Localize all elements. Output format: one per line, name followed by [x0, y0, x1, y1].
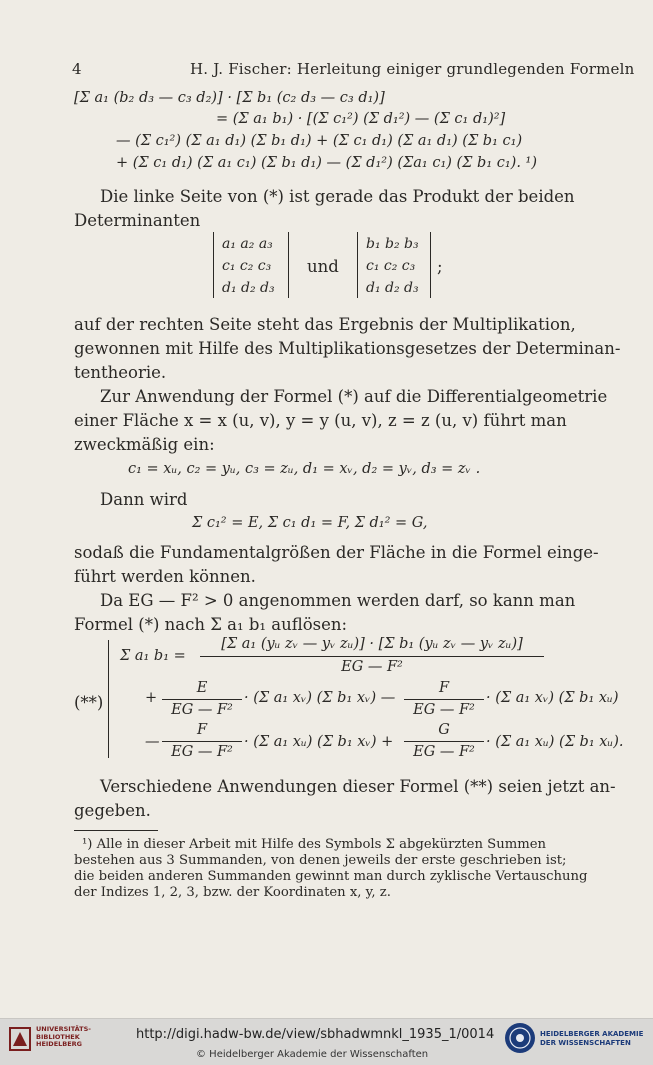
formula-denominator: EG — F²: [341, 659, 403, 675]
footnote-rule: [74, 830, 158, 831]
paragraph-line: führt werden können.: [74, 567, 256, 586]
paragraph-line: gewonnen mit Hilfe des Multiplikationsgesetzes der Determinan-: [74, 339, 621, 358]
formula-term: · (Σ a₁ xᵤ) (Σ b₁ xᵥ) +: [244, 734, 394, 750]
formula-denominator: EG — F²: [413, 702, 475, 718]
determinant-und: und: [307, 257, 339, 276]
fraction-line: [162, 741, 242, 742]
formula-denominator: EG — F²: [171, 702, 233, 718]
equation-line: — (Σ c₁²) (Σ a₁ d₁) (Σ b₁ d₁) + (Σ c₁ d₁) (Σ a₁ d₁) (Σ b₁ c₁): [116, 133, 523, 149]
formula-term: · (Σ a₁ xᵤ) (Σ b₁ xᵤ).: [486, 734, 624, 750]
determinant-row: c₁ c₂ c₃: [222, 258, 272, 274]
paragraph-line: tentheorie.: [74, 363, 167, 382]
fraction-line: [404, 741, 484, 742]
formula-term: · (Σ a₁ xᵥ) (Σ b₁ xᵤ): [486, 690, 619, 706]
determinant-semicolon: ;: [437, 257, 443, 276]
formula-lhs: Σ a₁ b₁ =: [120, 648, 186, 664]
paragraph-line: einer Fläche x = x (u, v), y = y (u, v), z = z (u, v) führt man: [74, 411, 567, 430]
paragraph-line: Da EG — F² > 0 angenommen werden darf, so kann man: [100, 591, 576, 610]
determinant-row: a₁ a₂ a₃: [222, 236, 273, 252]
formula-label: (**): [74, 693, 104, 712]
formula-term: · (Σ a₁ xᵥ) (Σ b₁ xᵥ) —: [244, 690, 396, 706]
formula-denominator: EG — F²: [171, 744, 233, 760]
formula-sign: +: [145, 690, 158, 706]
determinant-row: b₁ b₂ b₃: [366, 236, 419, 252]
paragraph-line: zweckmäßig ein:: [74, 435, 215, 454]
determinant-bar: [288, 232, 289, 298]
determinant-row: d₁ d₂ d₃: [366, 280, 419, 296]
determinant-row: c₁ c₂ c₃: [366, 258, 416, 274]
university-library-logo-icon[interactable]: [8, 1024, 34, 1054]
paragraph-line: Determinanten: [74, 211, 201, 230]
formula-numerator: F: [196, 722, 208, 738]
equation-fundamental: Σ c₁² = E, Σ c₁ d₁ = F, Σ d₁² = G,: [192, 515, 428, 531]
formula-numerator: E: [196, 680, 208, 696]
paragraph-line: Formel (*) nach Σ a₁ b₁ auflösen:: [74, 615, 348, 634]
formula-denominator: EG — F²: [413, 744, 475, 760]
equation-line: = (Σ a₁ b₁) · [(Σ c₁²) (Σ d₁²) — (Σ c₁ d₁)²]: [216, 111, 506, 127]
determinant-bar: [213, 232, 214, 298]
page-number: 4: [72, 60, 82, 78]
paragraph-line: auf der rechten Seite steht das Ergebnis der Multiplikation,: [74, 315, 576, 334]
academy-seal-icon[interactable]: [504, 1022, 536, 1054]
paragraph-line: gegeben.: [74, 801, 151, 820]
determinant-row: d₁ d₂ d₃: [222, 280, 275, 296]
fraction-line: [162, 699, 242, 700]
paragraph-line: Die linke Seite von (*) ist gerade das Produkt der beiden: [100, 187, 575, 206]
formula-numerator: F: [438, 680, 450, 696]
formula-numerator: G: [438, 722, 450, 738]
fraction-line: [404, 699, 484, 700]
determinant-bar: [430, 232, 431, 298]
equation-line: + (Σ c₁ d₁) (Σ a₁ c₁) (Σ b₁ d₁) — (Σ d₁²) (Σa₁ c₁) (Σ b₁ c₁). ¹): [116, 155, 538, 171]
equation-substitution: c₁ = xᵤ, c₂ = yᵤ, c₃ = zᵤ, d₁ = xᵥ, d₂ = yᵥ, d₃ = zᵥ .: [128, 461, 481, 477]
formula-numerator: [Σ a₁ (yᵤ zᵥ — yᵥ zᵤ)] · [Σ b₁ (yᵤ zᵥ — yᵥ zᵤ)]: [221, 636, 523, 652]
paragraph-line: Dann wird: [100, 490, 188, 509]
copyright-text: © Heidelberger Akademie der Wissenschaften: [196, 1049, 429, 1060]
paragraph-line: Zur Anwendung der Formel (*) auf die Differentialgeometrie: [100, 387, 608, 406]
fraction-line: [200, 656, 544, 657]
footnote-line: bestehen aus 3 Summanden, von denen jeweils der erste geschrieben ist;: [74, 853, 567, 868]
source-url-link[interactable]: http://digi.hadw-bw.de/view/sbhadwmnkl_1935_1/0014: [136, 1027, 495, 1042]
academy-label: HEIDELBERGER AKADEMIE DER WISSENSCHAFTEN: [540, 1030, 644, 1047]
footnote-line: der Indizes 1, 2, 3, bzw. der Koordinaten x, y, z.: [74, 885, 391, 900]
formula-sign: —: [145, 734, 160, 750]
running-title: H. J. Fischer: Herleitung einiger grundlegenden Formeln: [190, 60, 635, 78]
equation-line: [Σ a₁ (b₂ d₃ — c₃ d₂)] · [Σ b₁ (c₂ d₃ — c₃ d₁)]: [74, 90, 385, 106]
formula-brace: [108, 640, 109, 758]
paragraph-line: Verschiedene Anwendungen dieser Formel (**) seien jetzt an-: [100, 777, 616, 796]
university-library-label: UNIVERSITÄTS- BIBLIOTHEK HEIDELBERG: [36, 1025, 91, 1048]
paragraph-line: sodaß die Fundamentalgrößen der Fläche in die Formel einge-: [74, 543, 599, 562]
footnote-line: die beiden anderen Summanden gewinnt man durch zyklische Vertauschung: [74, 869, 588, 884]
footnote-line: ¹) Alle in dieser Arbeit mit Hilfe des Symbols Σ abgekürzten Summen: [82, 837, 547, 852]
determinant-bar: [357, 232, 358, 298]
